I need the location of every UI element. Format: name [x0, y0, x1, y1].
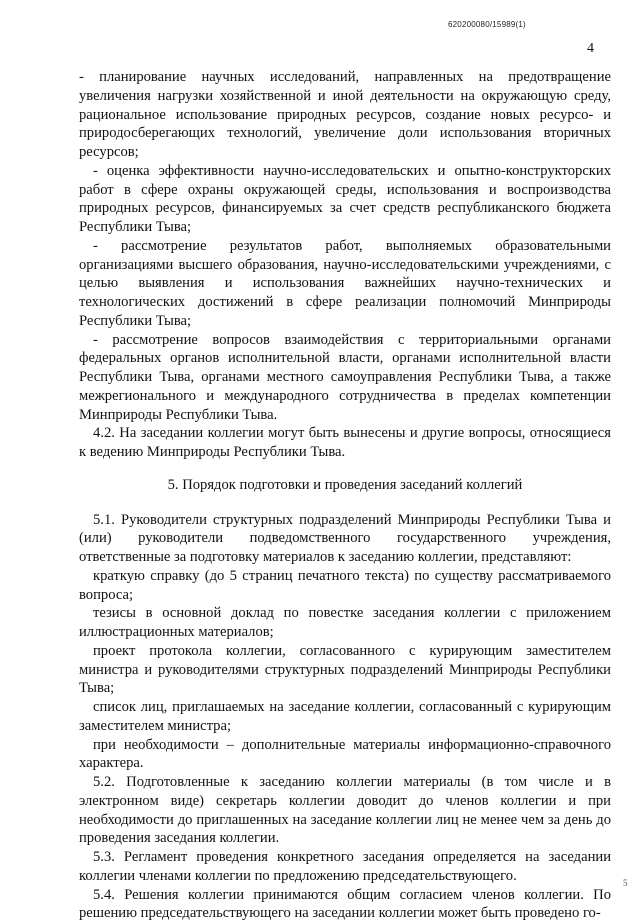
paragraph-planning: - планирование научных исследований, направленных на предотвращение увеличения нагрузки хозяйственной и иной деятельности на окружающую среду, рациональное использование природных ресурсов, создание новых ресурсо- и природосберегающих технологий, увеличение доли использования вторичных ресурсов;	[79, 68, 611, 162]
list-item-invitees: список лиц, приглашаемых на заседание коллегии, согласованный с курирующим заместителем министра;	[79, 698, 611, 736]
document-body	[79, 68, 611, 923]
paragraph-evaluation: - оценка эффективности научно-исследовательских и опытно-конструкторских работ в сфере охраны окружающей среды, использования и воспроизводства природных ресурсов, финансируемых за счет средств республиканского бюджета Республики Тыва;	[79, 162, 611, 237]
page-number: 4	[587, 41, 594, 57]
document-id: 620200080/15989(1)	[448, 20, 526, 29]
footer-mark: 5	[623, 878, 628, 888]
list-item-protocol: проект протокола коллегии, согласованного с курирующим заместителем министра и руководителями структурных подразделений Минприроды Республики Тыва;	[79, 642, 611, 698]
list-item-theses: тезисы в основной доклад по повестке заседания коллегии с приложением иллюстрационных материалов;	[79, 604, 611, 642]
paragraph-interaction: - рассмотрение вопросов взаимодействия с территориальными органами федеральных органов исполнительной власти, органами исполнительной власти Республики Тыва, органами местного самоуправления Республики Тыва, а также межрегионального и международного сотрудничества в пределах компетенции Минприроды Республики Тыва.	[79, 331, 611, 425]
paragraph-5-4: 5.4. Решения коллегии принимаются общим согласием членов коллегии. По решению председательствующего на заседании коллегии может быть проведено го-	[79, 886, 611, 923]
list-item-brief: краткую справку (до 5 страниц печатного текста) по существу рассматриваемого вопроса;	[79, 567, 611, 605]
section-title: 5. Порядок подготовки и проведения заседаний коллегий	[79, 476, 611, 495]
list-item-additional: при необходимости – дополнительные материалы информационно-справочного характера.	[79, 736, 611, 774]
paragraph-5-2: 5.2. Подготовленные к заседанию коллегии материалы (в том числе и в электронном виде) секретарь коллегии доводит до членов коллегии и при необходимости до приглашенных на заседание коллегии лиц не менее чем за день до проведения заседания коллегии.	[79, 773, 611, 848]
paragraph-4-2: 4.2. На заседании коллегии могут быть вынесены и другие вопросы, относящиеся к ведению Минприроды Республики Тыва.	[79, 424, 611, 462]
paragraph-5-3: 5.3. Регламент проведения конкретного заседания определяется на заседании коллегии членами коллегии по предложению председательствующего.	[79, 848, 611, 886]
paragraph-5-1: 5.1. Руководители структурных подразделений Минприроды Республики Тыва и (или) руководители подведомственного государственного учреждения, ответственные за подготовку материалов к заседанию коллегии, представляют:	[79, 511, 611, 567]
paragraph-review-results: - рассмотрение результатов работ, выполняемых образовательными организациями высшего образования, научно-исследовательскими учреждениями, с целью выявления и использования важнейших научно-технических и технологических достижений в сфере реализации полномочий Минприроды Республики Тыва;	[79, 237, 611, 331]
